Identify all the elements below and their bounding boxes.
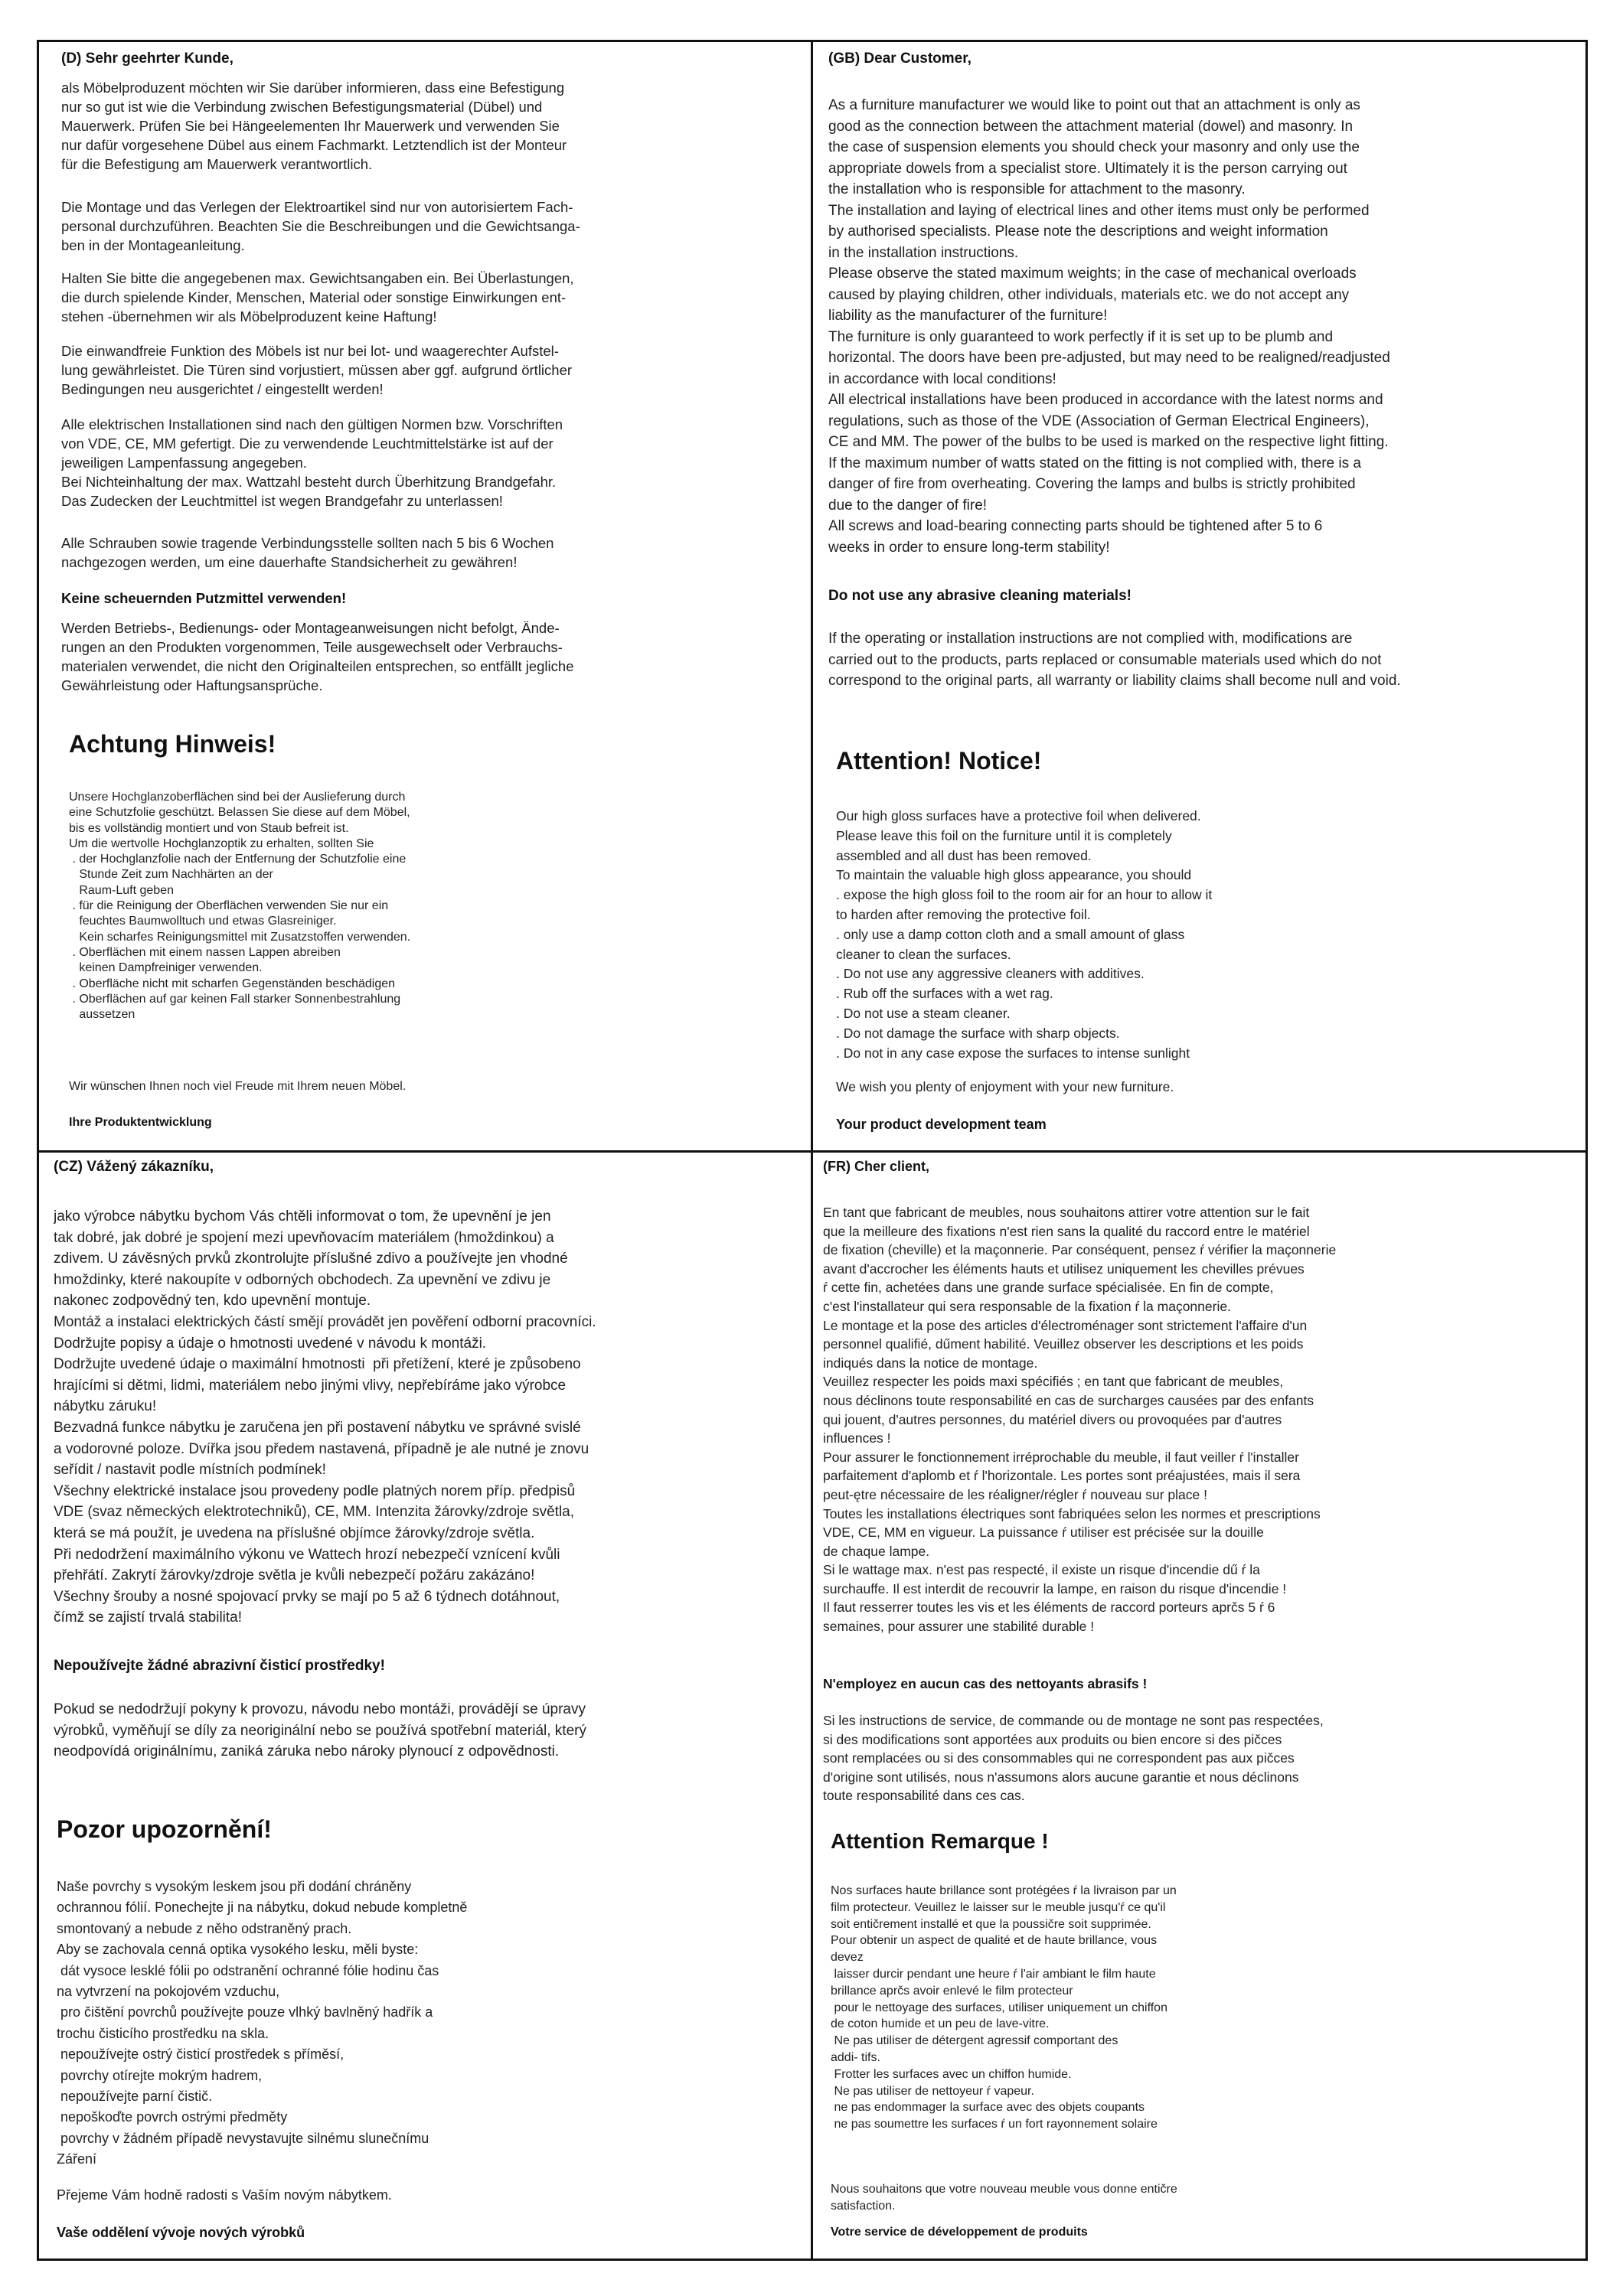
- czech-liability: Pokud se nedodržují pokyny k provozu, návodu nebo montáži, provádějí se úpravy výrobků, vyměňují se díly za neoriginální nebo se používá spotřební materiál, který neodpovídá originálnímu, zaniká záruka nebo nároky plynoucí z odpovědnosti.: [54, 1701, 586, 1760]
- czech-body: jako výrobce nábytku bychom Vás chtěli informovat o tom, že upevnění je jen tak dobré, jak dobré je spojení mezi upevňovacím materiálem (hmoždinkou) a zdivem. U závěsných prvků zkontrolujte příslušné zdivo a používejte jen vhodné hmoždinky, které nakoupíte v odborných obchodech. Za upevnění ve zdivu je nakonec zodpovědný ten, kdo upevnění montuje. Montáž a instalaci elektrických částí smějí provádět jen pověření odborní pracovníci. Dodržujte popisy a údaje o hmotnosti uvedené v návodu k montáži. Dodržujte uvedené údaje o maximální hmotnosti při přetížení, které je způsobeno hrajícími si dětmi, lidmi, materiálem nebo jinými vlivy, nepřebíráme jako výrobce nábytku záruku! Bezvadná funkce nábytku je zaručena jen při postavení nábytku ve správné svislé a vodorovné poloze. Dvířka jsou předem nastavená, případně je ale nutné je znovu seřídit / nastavit podle místních podmínek! Všechny elektrické instalace jsou provedeny podle platných norem příp. předpisů VDE (svaz německých elektrotechniků), CE, MM. Intenzita žárovky/zdroje světla, která se má použít, je uvedena na příslušné objímce žárovky/zdroje světla. Při nedodržení maximálního výkonu ve Wattech hrozí nebezpečí vznícení kvůli přehřátí. Zakrytí žárovky/zdroje světla je kvůli nebezpečí požáru zakázáno! Všechny šrouby a nosné spojovací prvky se mají po 5 až 6 týdnech dotáhnout, čímž se zajistí trvalá stabilita!: [54, 1208, 596, 1626]
- french-body: En tant que fabricant de meubles, nous souhaitons attirer votre attention sur le fait que la meilleure des fixations n'est rien sans la qualité du raccord entre le matériel de fixation (cheville) et la maçonnerie. Par conséquent, pensez ŕ vérifier la maçonnerie avant d'accrocher les éléments hauts et utilisez uniquement les chevilles prévues ŕ cette fin, achetées dans une grande surface spécialisée. En fin de compte, c'est l'installateur qui sera responsable de la fixation ŕ la maçonnerie. Le montage et la pose des articles d'électroménager sont strictement l'affaire d'un personnel qualifié, dűment habilité. Veuillez observer les descriptions et les poids indiqués dans la notice de montage. Veuillez respecter les poids maxi spécifiés ; en tant que fabricant de meubles, nous déclinons toute responsabilité en cas de surcharges causées par des enfants qui jouent, d'autres personnes, du matériel divers ou provoquées par d'autres influences ! Pour assurer le fonctionnement irréprochable du meuble, il faut veiller ŕ l'installer parfaitement d'aplomb et ŕ l'horizontale. Les portes sont préajustées, mais il sera peut-ętre nécessaire de les réaligner/régler ŕ nouveau sur place ! Toutes les installations électriques sont fabriquées selon les normes et prescriptions VDE, CE, MM en vigueur. La puissance ŕ utiliser est précisée sur la douille de chaque lampe. Si le wattage max. n'est pas respecté, il existe un risque d'incendie dű ŕ la surchauffe. Il est interdit de recouvrir la lampe, en raison du risque d'incendie ! Il faut resserrer toutes les vis et les éléments de raccord porteurs aprčs 5 ŕ 6 semaines, pour assurer une stabilité durable !: [823, 1205, 1337, 1635]
- english-heading: (GB) Dear Customer,: [828, 51, 972, 67]
- french-wish: Nous souhaitons que votre nouveau meuble vous donne entičre satisfaction.: [831, 2183, 1177, 2213]
- english-notice-title: Attention! Notice!: [836, 747, 1042, 775]
- german-paragraph-1: als Möbelproduzent möchten wir Sie darüber informieren, dass eine Befestigung nur so gut ist wie die Verbindung zwischen Befestigungsmaterial (Dübel) und Mauerwerk. Prüfen Sie bei Hängeelementen Ihr Mauerwerk und verwenden Sie nur dafür vorgesehene Dübel aus einem Fachmarkt. Letztendlich ist der Monteur für die Befestigung am Mauerwerk verantwortlich.: [61, 80, 567, 172]
- czech-notice-body: Naše povrchy s vysokým leskem jsou při dodání chráněny ochrannou fólií. Ponechejte ji na nábytku, dokud nebude kompletně smontovaný a nebude z něho odstraněný prach. Aby se zachovala cenná optika vysokého lesku, měli byste: dát vysoce lesklé fólii po odstranění ochranné fólie hodinu čas na vytvrzení na pokojovém vzduchu, pro čištění povrchů používejte pouze vlhký bavlněný hadřík a trochu čisticího prostředku na skla. nepoužívejte ostrý čisticí prostředek s příměsí, povrchy otírejte mokrým hadrem, nepoužívejte parní čistič. nepoškoďte povrch ostrými předměty povrchy v žádném případě nevystavujte silnému slunečnímu Záření: [57, 1879, 468, 2167]
- english-signature: Your product development team: [836, 1117, 1047, 1132]
- french-heading: (FR) Cher client,: [823, 1159, 930, 1174]
- english-body: As a furniture manufacturer we would like to point out that an attachment is only as good as the connection between the attachment material (dowel) and masonry. In the case of suspension elements you should check your masonry and only use the appropriate dowels from a specialist store. Ultimately it is the person carrying out the installation who is responsible for attachment to the masonry. The installation and laying of electrical lines and other items must only be performed by authorised specialists. Please note the descriptions and weight information in the installation instructions. Please observe the stated maximum weights; in the case of mechanical overloads caused by playing children, other individuals, materials etc. we do not accept any liability as the manufacturer of the furniture! The furniture is only guaranteed to work perfectly if it is set up to be plumb and horizontal. The doors have been pre-adjusted, but may need to be realigned/readjusted in accordance with local conditions! All electrical installations have been produced in accordance with the latest norms and regulations, such as those of the VDE (Association of German Electrical Engineers), CE and MM. The power of the bulbs to be used is marked on the respective light fitting. If the maximum number of watts stated on the fitting is not complied with, there is a danger of fire from overheating. Covering the lamps and bulbs is strictly prohibited due to the danger of fire! All screws and load-bearing connecting parts should be tightened after 5 to 6 weeks in order to ensure long-term stability!: [828, 97, 1390, 556]
- row-divider: [37, 1150, 1588, 1153]
- french-notice-body: Nos surfaces haute brillance sont protégées ŕ la livraison par un film protecteur. Veuillez le laisser sur le meuble jusqu'ŕ ce qu'il soit entičrement installé et que la poussičre soit supprimée. Pour obtenir un aspect de qualité et de haute brillance, vous devez laisser durcir pendant une heure ŕ l'air ambiant le film haute brillance aprčs avoir enlevé le film protecteur pour le nettoyage des surfaces, utiliser uniquement un chiffon de coton humide et un peu de lave-vitre. Ne pas utiliser de détergent agressif comportant des addi- tifs. Frotter les surfaces avec un chiffon humide. Ne pas utiliser de nettoyeur ŕ vapeur. ne pas endommager la surface avec des objets coupants ne pas soumettre les surfaces ŕ un fort rayonnement solaire: [831, 1884, 1177, 2131]
- french-warning: N'employez en aucun cas des nettoyants abrasifs !: [823, 1676, 1148, 1691]
- german-heading: (D) Sehr geehrter Kunde,: [61, 51, 233, 67]
- french-liability: Si les instructions de service, de commande ou de montage ne sont pas respectées, si des modifications sont apportées aux produits ou bien encore si des pičces sont remplacées ou si des consommables qui ne correspondent pas aux pičces d'origine sont utilisés, nous n'assumons alors aucune garantie et nous déclinons toute responsabilité dans ces cas.: [823, 1713, 1324, 1804]
- english-notice-body: Our high gloss surfaces have a protective foil when delivered. Please leave this foil on the furniture until it is completely assembled and all dust has been removed. To maintain the valuable high gloss appearance, you should . expose the high gloss foil to the room air for an hour to allow it to harden after removing the protective foil. . only use a damp cotton cloth and a small amount of glass cleaner to clean the surfaces. . Do not use any aggressive cleaners with additives. . Rub off the surfaces with a wet rag. . Do not use a steam cleaner. . Do not damage the surface with sharp objects. . Do not in any case expose the surfaces to intense sunlight: [836, 808, 1213, 1061]
- czech-warning: Nepoužívejte žádné abrazivní čisticí prostředky!: [54, 1658, 385, 1674]
- german-paragraph-3: Halten Sie bitte die angegebenen max. Gewichtsangaben ein. Bei Überlastungen, die durch spielende Kinder, Menschen, Material oder sonstige Einwirkungen ent- stehen -übernehmen wir als Möbelproduzent keine Haftung!: [61, 270, 574, 325]
- french-signature: Votre service de développement de produits: [831, 2226, 1088, 2239]
- french-notice-title: Attention Remarque !: [831, 1829, 1049, 1853]
- german-notice-title: Achtung Hinweis!: [69, 730, 276, 758]
- german-notice-body: Unsere Hochglanzoberflächen sind bei der Auslieferung durch eine Schutzfolie geschützt. Belassen Sie diese auf dem Möbel, bis es vollständig montiert und von Staub befreit ist. Um die wertvolle Hochglanzoptik zu erhalten, sollten Sie . der Hochglanzfolie nach der Entfernung der Schutzfolie eine Stunde Zeit zum Nachhärten an der Raum-Luft geben . für die Reinigung der Oberflächen verwenden Sie nur ein feuchtes Baumwolltuch und etwas Glasreiniger. Kein scharfes Reinigungsmittel mit Zusatzstoffen verwenden. . Oberflächen mit einem nassen Lappen abreiben keinen Dampfreiniger verwenden. . Oberfläche nicht mit scharfen Gegenständen beschädigen . Oberflächen auf gar keinen Fall starker Sonnenbestrahlung aussetzen: [69, 791, 411, 1022]
- german-paragraph-6: Alle Schrauben sowie tragende Verbindungsstelle sollten nach 5 bis 6 Wochen nachgezogen werden, um eine dauerhafte Standsicherheit zu gewähren!: [61, 535, 554, 570]
- czech-wish: Přejeme Vám hodně radosti s Vaším novým nábytkem.: [57, 2187, 392, 2203]
- german-liability: Werden Betriebs-, Bedienungs- oder Montageanweisungen nicht befolgt, Ände- rungen an den Produkten vorgenommen, Teile ausgewechselt oder Verbrauchs- materialen verwendet, die nicht den Originalteilen entsprechen, so entfällt jegliche Gewährleistung oder Haftungsansprüche.: [61, 620, 574, 693]
- panel-french: [823, 1159, 1581, 2253]
- english-warning: Do not use any abrasive cleaning materials!: [828, 588, 1132, 604]
- german-signature: Ihre Produktentwicklung: [69, 1116, 212, 1129]
- panel-czech: [54, 1159, 796, 2253]
- german-paragraph-2: Die Montage und das Verlegen der Elektroartikel sind nur von autorisiertem Fach- personal durchzuführen. Beachten Sie die Beschreibungen und die Gewichtsanga- ben in der Montageanleitung.: [61, 199, 580, 253]
- czech-heading: (CZ) Vážený zákazníku,: [54, 1159, 214, 1175]
- german-wish: Wir wünschen Ihnen noch viel Freude mit Ihrem neuen Möbel.: [69, 1080, 407, 1093]
- german-paragraph-4: Die einwandfreie Funktion des Möbels ist nur bei lot- und waagerechter Aufstel- lung gewährleistet. Die Türen sind vorjustiert, müssen aber ggf. aufgrund örtlicher Bedingungen neu ausgerichtet / eingestellt werden!: [61, 343, 573, 397]
- german-warning: Keine scheuernden Putzmittel verwenden!: [61, 590, 347, 606]
- panel-english: [828, 51, 1582, 1145]
- german-paragraph-5: Alle elektrischen Installationen sind nach den gültigen Normen bzw. Vorschriften von VDE, CE, MM gefertigt. Die zu verwendende Leuchtmittelstärke ist auf der jeweiligen Lampenfassung angegeben. Bei Nichteinhaltung der max. Wattzahl besteht durch Überhitzung Brandgefahr. Das Zudecken der Leuchtmittel ist wegen Brandgefahr zu unterlassen!: [61, 416, 563, 509]
- czech-notice-title: Pozor upozornění!: [57, 1815, 272, 1843]
- panel-german: [61, 51, 796, 1145]
- english-liability: If the operating or installation instructions are not complied with, modifications are carried out to the products, parts replaced or consumable materials used which do not correspond to the original parts, all warranty or liability claims shall become null and void.: [828, 631, 1401, 689]
- czech-signature: Vaše oddělení vývoje nových výrobků: [57, 2225, 305, 2240]
- english-wish: We wish you plenty of enjoyment with your new furniture.: [836, 1079, 1174, 1094]
